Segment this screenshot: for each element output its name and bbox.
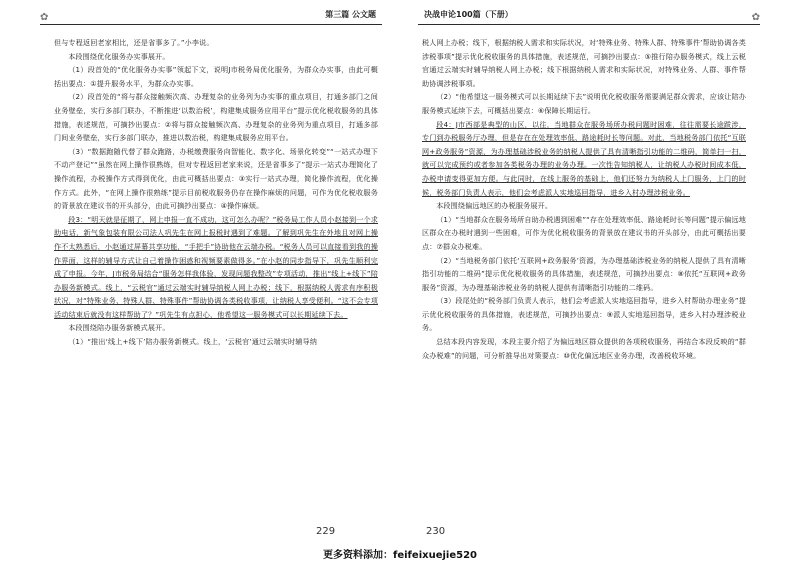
right-page: [400, 0, 800, 540]
flower-ornament-icon: ✿: [751, 12, 760, 23]
paragraph: （2）段首处的“将与群众接触频次高、办理复杂的业务列为办实事的重点项目，打通多部门之间业务壁垒，实行多部门联办，不断推进‘以数治税’，构建集成服务应用平台”提示优化税收服务的具体措施，表述规范，可摘抄出要点：②将与群众接触频次高、办理复杂的业务列为重点项目，打通多部门间业务壁垒，实行多部门联办，推进以数治税，构建集成服务应用平台。: [54, 92, 378, 143]
paragraph: （3）段尾处的“税务部门负责人表示，他们会考虑派人实地巡回指导，进乡入村帮助办理业务”提示优化税收服务的具体措施，表述规范，可摘抄出要点：⑨派人实地巡回指导，进乡入村办理涉税业务。: [422, 296, 746, 333]
left-section-header: 第三篇 公文题: [325, 10, 376, 19]
paragraph: 总结本段内容发现，本段主要介绍了为偏远地区群众提供的各项税收服务，再结合本段反映的“群众办税难”的问题，可分析推导出对策要点：⑩优化偏远地区业务办理，改善税收环境。: [422, 337, 746, 360]
footer-watermark: 更多资料添加：feifeixuejie520: [323, 550, 477, 561]
header-rule: [418, 24, 760, 25]
paragraph: 本段围绕优化服务办实事展开。: [68, 51, 170, 61]
right-section-header: 决战申论100篇（下册）: [424, 10, 513, 19]
paragraph: （1）“当地群众在服务场所自助办税遇到困难”“存在处理效率低、路途耗时长等问题”提示偏远地区群众在办税时遇到一些困难，可作为优化税收服务的背景放在建议书的开头部分，由此可概括出要点：⑦群众办税难。: [422, 214, 746, 251]
paragraph: （1）“推出‘线上+线下’陪办服务新模式。线上，‘云税官’通过云端实时辅导纳: [68, 337, 317, 347]
left-page: [0, 0, 400, 540]
paragraph: 但与专程返回老家相比，还是省事多了。”小李说。: [54, 38, 214, 47]
paragraph-underlined: 段3：“明天就是征期了，网上申报一直不成功，这可怎么办呢？”税务局工作人员小赵接到一个求助电话，新气象包装有限公司法人巩先生在网上报税时遇到了难题。了解到巩先生在外地且对网上操作不太熟悉后，小赵通过屏幕共享功能，“手把手”协助他在云端办税。“税务人员可以直接看到我的操作界面，这样的辅导方式让自己着操作困惑和视频要素做得多。”在小赵的同步指导下，巩先生顺利完成了申报。今年，J市税务局结合“服务怎样我体验，发现问题我整改”专项活动，推出“线上+线下”陪办服务新模式。线上，“云税官”通过云端实时辅导纳税人网上办税；线下，根据纳税人需求有序积极状况，对“特殊业务、特殊人群、特殊事件”帮助协调各类税收事项，让纳税人享受便利。“这不会专项活动结束后就没有这样帮助了？”巩先生有点担心，他希望这一服务模式可以长期延续下去。: [54, 214, 378, 319]
paragraph: 本段围绕陪办服务新模式展开。: [68, 323, 170, 333]
paragraph-underlined: 段4：J市西部是典型的山区，以往，当地群众在服务场所办税问题时困难，往往需要长途跋涉，专门到办税服务厅办理，但是存在在处理效率低、路途耗时长等问题。对此，当地税务部门依托“互联网+政务服务”资源，为办理基础涉税业务的纳税人提供了具有清晰指引功能的二维码，简单扫一扫，就可以完成预约或者参加各类税务办理的业务办理。一次性告知纳税人，让纳税人办税时间成本低，办税申请变得更加方便。与此同时，在线上服务的基础上，他们还努力为纳税人上门服务，上门的时候，税务部门负责人表示，他们会考虑派人实地巡回指导，进乡入村办理涉税业务。: [422, 119, 746, 197]
left-page-body: [54, 36, 378, 349]
right-page-number: 230: [426, 526, 446, 537]
flower-ornament-icon: ✿: [40, 12, 49, 23]
left-page-header: [40, 6, 382, 24]
paragraph: 本段围绕偏远地区的办税服务展开。: [436, 201, 553, 211]
paragraph: 税人网上办税；线下，根据纳税人需求和实际状况，对‘特殊业务、特殊人群、特殊事件’帮助协调各类涉税事项”提示优化税收服务的具体措施，表述规范，可摘抄出要点：⑤推行陪办服务模式，线上云税官通过云端实时辅导纳税人网上办税；线下根据纳税人需求和实际状况，对特殊业务、人群、事件帮助协调涉税事项。: [422, 38, 746, 88]
header-rule: [40, 24, 382, 25]
paragraph: （1）段首处的“优化服务办实事”领起下文，说明J市税务局优化服务，为群众办实事，由此可概括出要点：①提升服务水平，为群众办实事。: [54, 65, 378, 88]
paragraph: （2）“他希望这一服务模式可以长期延续下去”说明优化税收服务需要满足群众需求，应该让陪办服务模式延续下去，可概括出要点：⑥保障长期运行。: [422, 92, 746, 115]
right-page-body: [422, 36, 746, 362]
paragraph: （3）“数据跑随代替了群众跑路，办税缴费服务向智能化、数字化、场景化转变”“一站式办理下不动产登记”“虽然在网上操作很熟练，但对专程返回老家来说，还是省事多了”提示一站式办理简化了操作流程，办税操作方式得到优化，由此可概括出要点：③实行一站式办理，简化操作流程，优化操作方式。此外，“在网上操作很熟练”提示目前税收服务仍存在操作麻烦的问题，可作为优化税收服务的背景放在建议书的开头部分，由此可摘抄出要点：④操作麻烦。: [54, 146, 378, 211]
right-page-header: [418, 6, 760, 24]
left-page-number: 229: [316, 526, 336, 537]
paragraph: （2）“当地税务部门依托‘互联网+政务服务’资源，为办理基础涉税业务的纳税人提供了具有清晰指引功能的二维码”提示优化税收服务的具体措施，表述规范，可摘抄出要点：⑧依托“互联网+政务服务”资源，为办理基础涉税业务的纳税人提供有清晰指引功能的二维码。: [422, 255, 746, 292]
